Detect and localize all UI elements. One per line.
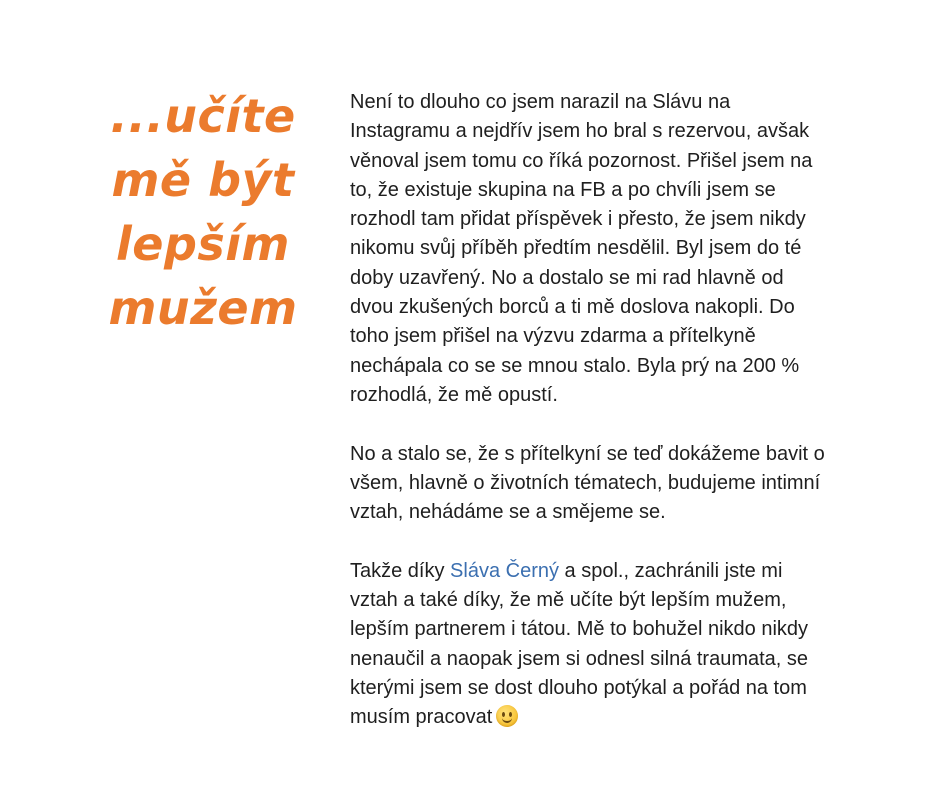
headline-line: ...učíte [110, 89, 296, 143]
post-line: všem, hlavně o životních tématech, budujeme intimní [350, 471, 821, 494]
post-paragraph-3 [350, 557, 910, 733]
post-line: Instagramu a nejdřív jsem ho bral s rezervou, avšak [350, 120, 810, 143]
headline-line: lepším [116, 217, 290, 271]
post-line: vztah a také díky, že mě učíte být lepším mužem, [350, 589, 787, 612]
post-line: rozhodl tam přidat příspěvek i přesto, že jsem nikdy [350, 208, 806, 231]
post-line: Není to dlouho co jsem narazil na Slávu na [350, 91, 731, 113]
post-text: Takže díky [350, 559, 451, 582]
post-paragraph-1 [350, 88, 910, 410]
slightly-smiling-face-icon [496, 705, 518, 727]
headline-line: mužem [108, 281, 298, 335]
post-line: dvou zkušených borců a ti mě doslova nakopli. Do [350, 296, 795, 319]
post-line [350, 703, 910, 732]
post-line: nechápala co se se mnou stalo. Byla prý na 200 % [350, 354, 800, 377]
post-line: lepším partnerem i tátou. Mě to bohužel nikdo nikdy [350, 618, 809, 641]
post-line: doby uzavřený. No a dostalo se mi rad hlavně od [350, 266, 784, 289]
post-paragraph-2 [350, 440, 910, 528]
post-line: to, že existuje skupina na FB a po chvíli jsem se [350, 178, 776, 201]
post-line: kterými jsem se dost dlouho potýkal a pořád na tom [350, 676, 807, 699]
post-text: a spol., zachránili jste mi [558, 559, 783, 582]
headline-line: mě být [111, 153, 295, 207]
post-line [350, 557, 910, 586]
post-line: věnoval jsem tomu co říká pozornost. Přišel jsem na [350, 149, 813, 172]
post-text: musím pracovat [350, 706, 493, 729]
post-line: rozhodlá, že mě opustí. [350, 383, 558, 406]
post-line: No a stalo se, že s přítelkyní se teď dokážeme bavit o [350, 442, 825, 465]
testimonial-post [350, 88, 910, 733]
headline [88, 84, 318, 340]
post-line: vztah, nehádáme se a smějeme se. [350, 501, 666, 524]
post-line: nenaučil a naopak jsem si odnesl silná traumata, se [350, 647, 809, 670]
user-mention-link[interactable]: Sláva Černý [450, 559, 559, 582]
post-line: nikomu svůj příběh předtím nesdělil. Byl jsem do té [350, 237, 802, 260]
post-line: toho jsem přišel na výzvu zdarma a přítelkyně [350, 325, 756, 348]
